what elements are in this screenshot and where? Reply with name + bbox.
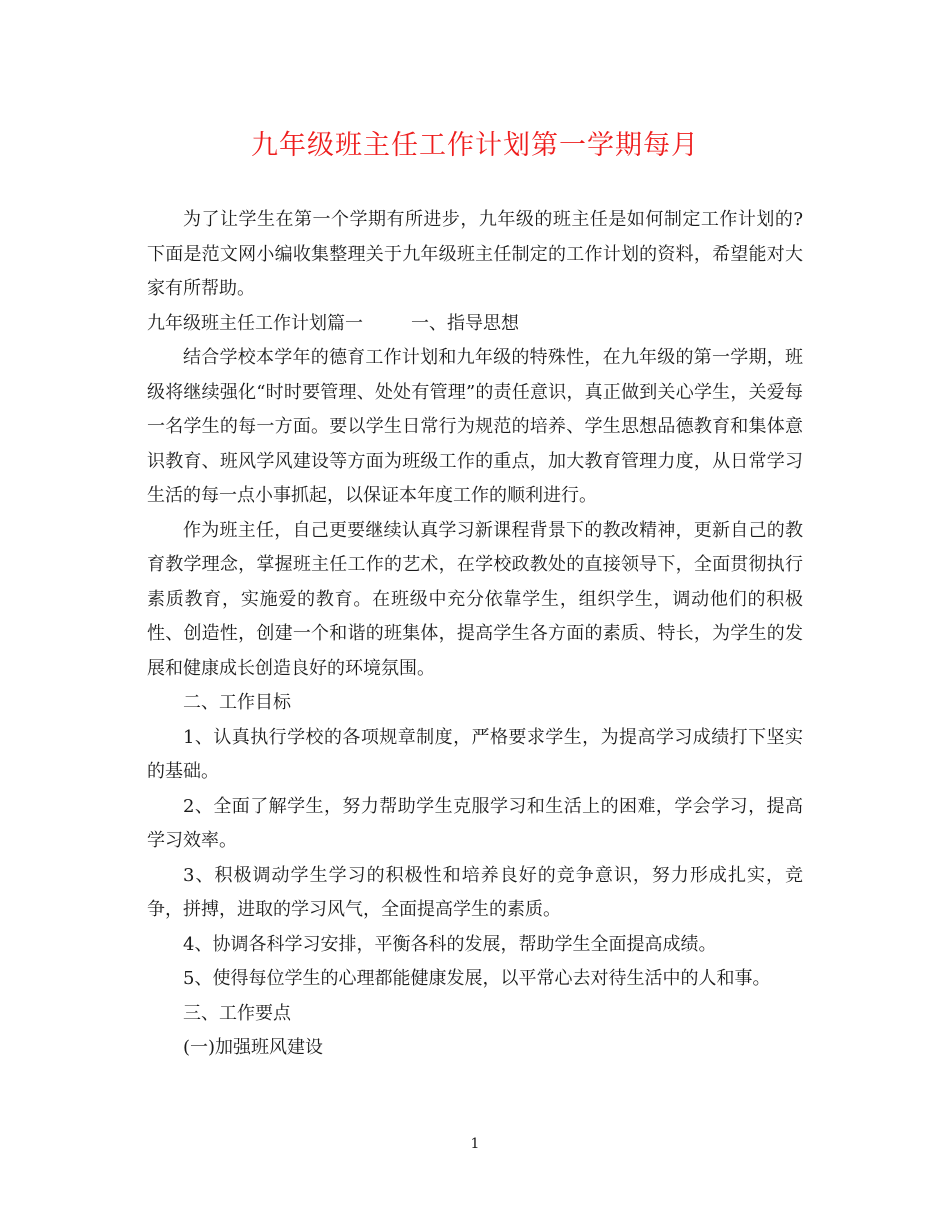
goal-item-2: 2、全面了解学生，努力帮助学生克服学习和生活上的困难，学会学习，提高学习效率。 xyxy=(147,795,803,851)
document-body xyxy=(147,203,803,1066)
document-title: 九年级班主任工作计划第一学期每月 xyxy=(251,130,699,161)
page-number: 1 xyxy=(470,1136,480,1152)
goal-item-3: 3、积极调动学生学习的积极性和培养良好的竞争意识，努力形成扎实，竞争，拼搏，进取的学习风气，全面提高学生的素质。 xyxy=(147,864,803,920)
section-heading-work-goals: 二、工作目标 xyxy=(183,692,291,713)
goal-item-5: 5、使得每位学生的心理都能健康发展，以平常心去对待生活中的人和事。 xyxy=(183,968,771,989)
paragraph-guiding-2: 作为班主任，自己更要继续认真学习新课程背景下的教改精神，更新自己的教育教学理念，掌握班主任工作的艺术，在学校政教处的直接领导下，全面贯彻执行素质教育，实施爱的教育。在班级中充分依靠学生，组织学生，调动他们的积极性、创造性，创建一个和谐的班集体，提高学生各方面的素质、特长，为学生的发展和健康成长创造良好的环境氛围。 xyxy=(147,519,803,679)
paragraph-guiding-1: 结合学校本学年的德育工作计划和九年级的特殊性，在九年级的第一学期，班级将继续强化“时时要管理、处处有管理”的责任意识，真正做到关心学生，关爱每一名学生的每一方面。要以学生日常行为规范的培养、学生思想品德教育和集体意识教育、班风学风建设等方面为班级工作的重点，加大教育管理力度，从日常学习生活的每一点小事抓起，以保证本年度工作的顺利进行。 xyxy=(147,347,803,506)
section-label-line xyxy=(147,307,803,342)
goal-item-4: 4、协调各科学习安排，平衡各科的发展，帮助学生全面提高成绩。 xyxy=(183,933,717,955)
intro-paragraph: 为了让学生在第一个学期有所进步，九年级的班主任是如何制定工作计划的?下面是范文网小编收集整理关于九年级班主任制定的工作计划的资料，希望能对大家有所帮助。 xyxy=(147,209,803,299)
section-heading-guiding-thought: 一、指导思想 xyxy=(411,312,519,334)
goal-item-1: 1、认真执行学校的各项规章制度，严格要求学生，为提高学习成绩打下坚实的基础。 xyxy=(147,726,803,782)
section-heading-work-points: 三、工作要点 xyxy=(183,1002,291,1024)
sub-heading-class-style: (一)加强班风建设 xyxy=(183,1037,324,1058)
section-label: 九年级班主任工作计划篇一 xyxy=(147,312,363,334)
